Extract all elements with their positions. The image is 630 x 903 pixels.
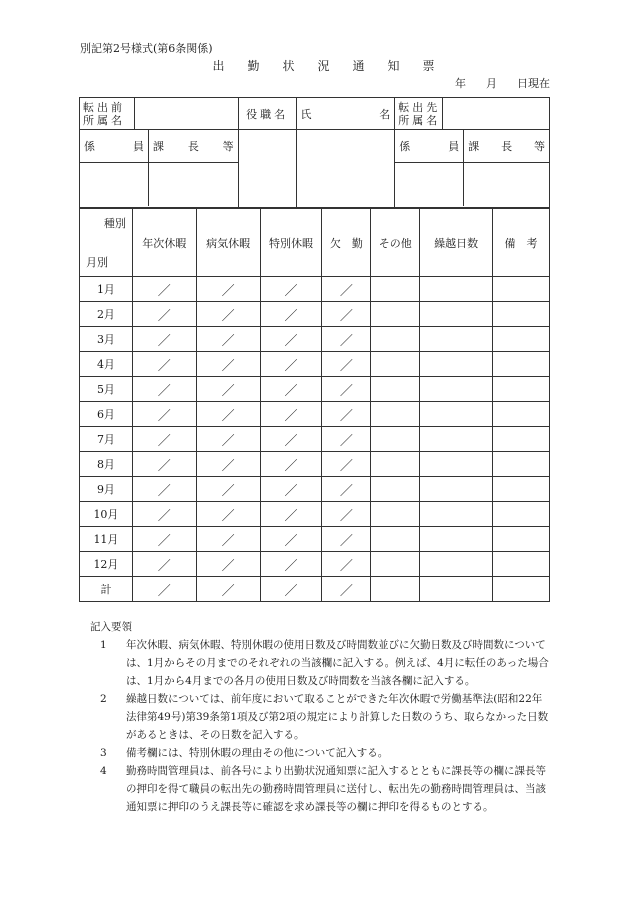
slash-cell[interactable] <box>132 377 196 402</box>
slash-cell[interactable] <box>322 302 371 327</box>
notes-heading: 記入要領 <box>90 621 132 633</box>
slash-cell[interactable] <box>196 427 260 452</box>
slash-mark: ／ <box>221 458 235 474</box>
entry-cell[interactable] <box>493 577 550 602</box>
table-row <box>80 527 550 552</box>
month-cell: 5月 <box>80 377 133 402</box>
note-number: 1 <box>100 639 107 651</box>
slash-cell[interactable] <box>196 552 260 577</box>
slash-mark: ／ <box>339 408 353 424</box>
slash-mark: ／ <box>221 408 235 424</box>
col-absence: 欠 勤 <box>322 209 371 277</box>
slash-mark: ／ <box>157 333 171 349</box>
note-text: 年次休暇、病気休暇、特別休暇の使用日数及び時間数並びに欠勤日数及び時間数については、1月からその月までのそれぞれの当該欄に記入する。例えば、4月に転任のあった場合は、1月から4月までの各月の使用日数及び時間数を当該各欄に記入する。 <box>126 639 549 687</box>
slash-cell[interactable] <box>322 452 371 477</box>
slash-cell[interactable] <box>260 377 322 402</box>
entry-cell[interactable] <box>493 352 550 377</box>
entry-cell[interactable] <box>371 352 420 377</box>
slash-mark: ／ <box>221 483 235 499</box>
note-text: 繰越日数については、前年度において取ることができた年次休暇で労働基準法(昭和22年法律第49号)第39条第1項及び第2項の規定により計算した日数のうち、取らなかった日数があるときは、その日数を記入する。 <box>126 693 549 741</box>
prev-approval-box <box>80 130 239 208</box>
slash-cell[interactable] <box>196 502 260 527</box>
slash-mark: ／ <box>221 383 235 399</box>
col-annual-leave: 年次休暇 <box>132 209 196 277</box>
col-carryover-days: 繰越日数 <box>420 209 493 277</box>
table-row <box>80 277 550 302</box>
position-label: 役職名 <box>238 98 296 130</box>
entry-cell[interactable] <box>371 527 420 552</box>
kind-label: 種別 <box>103 217 126 230</box>
kind-month-header <box>80 209 133 277</box>
dest-approval-grid <box>395 130 549 206</box>
table-row <box>80 452 550 477</box>
prev-clerk-seal[interactable] <box>80 162 149 206</box>
dest-clerk-label: 係 員 <box>395 130 464 162</box>
notes-section <box>90 618 550 816</box>
slash-mark: ／ <box>284 308 298 324</box>
slash-mark: ／ <box>284 283 298 299</box>
slash-cell[interactable] <box>132 527 196 552</box>
month-cell: 2月 <box>80 302 133 327</box>
slash-mark: ／ <box>284 558 298 574</box>
entry-cell[interactable] <box>493 277 550 302</box>
slash-mark: ／ <box>221 308 235 324</box>
month-cell: 10月 <box>80 502 133 527</box>
entry-cell[interactable] <box>420 502 493 527</box>
slash-cell[interactable] <box>260 552 322 577</box>
slash-cell[interactable] <box>322 352 371 377</box>
slash-mark: ／ <box>339 383 353 399</box>
entry-cell[interactable] <box>420 352 493 377</box>
col-special-leave: 特別休暇 <box>260 209 322 277</box>
entry-cell[interactable] <box>493 427 550 452</box>
slash-mark: ／ <box>339 533 353 549</box>
entry-cell[interactable] <box>371 427 420 452</box>
slash-cell[interactable] <box>132 552 196 577</box>
slash-cell[interactable] <box>196 452 260 477</box>
slash-mark: ／ <box>284 483 298 499</box>
entry-cell[interactable] <box>371 452 420 477</box>
slash-mark: ／ <box>157 358 171 374</box>
month-cell: 9月 <box>80 477 133 502</box>
slash-mark: ／ <box>339 358 353 374</box>
slash-mark: ／ <box>157 408 171 424</box>
slash-cell[interactable] <box>322 502 371 527</box>
month-cell: 1月 <box>80 277 133 302</box>
dest-affiliation-label: 転出先所属名 <box>395 98 443 130</box>
slash-mark: ／ <box>157 558 171 574</box>
slash-mark: ／ <box>221 433 235 449</box>
slash-mark: ／ <box>284 533 298 549</box>
slash-mark: ／ <box>284 508 298 524</box>
notes-list <box>90 636 550 816</box>
slash-mark: ／ <box>157 433 171 449</box>
slash-mark: ／ <box>221 283 235 299</box>
slash-cell[interactable] <box>196 477 260 502</box>
entry-cell[interactable] <box>493 377 550 402</box>
month-cell: 11月 <box>80 527 133 552</box>
entry-cell[interactable] <box>420 277 493 302</box>
note-item <box>90 636 550 690</box>
slash-cell[interactable] <box>260 527 322 552</box>
entry-cell[interactable] <box>371 477 420 502</box>
slash-cell[interactable] <box>196 352 260 377</box>
attendance-table <box>79 208 550 602</box>
slash-mark: ／ <box>157 283 171 299</box>
slash-cell[interactable] <box>322 377 371 402</box>
entry-cell[interactable] <box>371 577 420 602</box>
date-month: 月 <box>486 77 497 90</box>
slash-cell[interactable] <box>322 552 371 577</box>
slash-mark: ／ <box>221 533 235 549</box>
month-cell: 計 <box>80 577 133 602</box>
slash-cell[interactable] <box>260 477 322 502</box>
entry-cell[interactable] <box>371 302 420 327</box>
entry-cell[interactable] <box>493 327 550 352</box>
slash-mark: ／ <box>339 308 353 324</box>
slash-mark: ／ <box>157 458 171 474</box>
slash-mark: ／ <box>339 508 353 524</box>
slash-cell[interactable] <box>322 427 371 452</box>
slash-cell[interactable] <box>132 502 196 527</box>
month-cell: 12月 <box>80 552 133 577</box>
slash-cell[interactable] <box>132 277 196 302</box>
slash-mark: ／ <box>339 333 353 349</box>
entry-cell[interactable] <box>420 527 493 552</box>
col-remarks: 備 考 <box>493 209 550 277</box>
note-text: 備考欄には、特別休暇の理由その他について記入する。 <box>126 747 389 759</box>
table-row <box>80 552 550 577</box>
table-row <box>80 502 550 527</box>
slash-cell[interactable] <box>322 477 371 502</box>
table-row <box>80 477 550 502</box>
date-year: 年 <box>455 77 466 90</box>
entry-cell[interactable] <box>371 277 420 302</box>
slash-mark: ／ <box>339 583 353 599</box>
slash-mark: ／ <box>284 433 298 449</box>
slash-cell[interactable] <box>260 402 322 427</box>
slash-cell[interactable] <box>132 427 196 452</box>
slash-mark: ／ <box>339 283 353 299</box>
entry-cell[interactable] <box>493 402 550 427</box>
entry-cell[interactable] <box>371 377 420 402</box>
slash-mark: ／ <box>284 583 298 599</box>
month-cell: 8月 <box>80 452 133 477</box>
slash-cell[interactable] <box>196 527 260 552</box>
slash-mark: ／ <box>284 333 298 349</box>
table-row <box>80 577 550 602</box>
prev-chief-label: 課 長 等 <box>149 130 238 162</box>
slash-cell[interactable] <box>260 352 322 377</box>
month-cell: 4月 <box>80 352 133 377</box>
slash-cell[interactable] <box>260 277 322 302</box>
slash-cell[interactable] <box>132 452 196 477</box>
entry-cell[interactable] <box>371 402 420 427</box>
slash-mark: ／ <box>221 583 235 599</box>
slash-mark: ／ <box>339 458 353 474</box>
col-sick-leave: 病気休暇 <box>196 209 260 277</box>
slash-cell[interactable] <box>196 402 260 427</box>
slash-cell[interactable] <box>132 327 196 352</box>
prev-chief-seal[interactable] <box>149 162 238 206</box>
month-label: 月別 <box>86 256 108 269</box>
entry-cell[interactable] <box>420 327 493 352</box>
slash-mark: ／ <box>339 433 353 449</box>
slash-cell[interactable] <box>196 577 260 602</box>
note-item <box>90 690 550 744</box>
col-other: その他 <box>371 209 420 277</box>
slash-cell[interactable] <box>260 502 322 527</box>
slash-mark: ／ <box>157 383 171 399</box>
month-cell: 6月 <box>80 402 133 427</box>
slash-cell[interactable] <box>322 527 371 552</box>
slash-mark: ／ <box>221 333 235 349</box>
table-row <box>80 302 550 327</box>
dest-affiliation-field[interactable] <box>443 98 550 130</box>
slash-cell[interactable] <box>322 577 371 602</box>
dest-chief-seal[interactable] <box>464 162 549 206</box>
entry-cell[interactable] <box>420 427 493 452</box>
slash-mark: ／ <box>221 358 235 374</box>
name-label: 氏 名 <box>296 98 395 130</box>
entry-cell[interactable] <box>420 552 493 577</box>
slash-mark: ／ <box>339 483 353 499</box>
slash-cell[interactable] <box>260 452 322 477</box>
slash-cell[interactable] <box>260 327 322 352</box>
prev-affiliation-field[interactable] <box>134 98 238 130</box>
slash-mark: ／ <box>221 558 235 574</box>
slash-mark: ／ <box>157 308 171 324</box>
entry-cell[interactable] <box>493 452 550 477</box>
slash-cell[interactable] <box>132 352 196 377</box>
entry-cell[interactable] <box>371 502 420 527</box>
slash-cell[interactable] <box>196 377 260 402</box>
table-row <box>80 377 550 402</box>
slash-cell[interactable] <box>132 402 196 427</box>
document-title: 出勤状況通知票 <box>212 59 458 73</box>
note-text: 勤務時間管理員は、前各号により出勤状況通知票に記入するとともに課長等の欄に課長等の押印を得て職員の転出先の勤務時間管理員に送付し、転出先の勤務時間管理員は、当該通知票に押印のうえ課長等に確認を求め課長等の欄に押印を得るものとする。 <box>126 765 546 813</box>
form-label: 別記第2号様式(第6条関係) <box>80 42 213 55</box>
table-row <box>80 427 550 452</box>
entry-cell[interactable] <box>420 577 493 602</box>
entry-cell[interactable] <box>420 452 493 477</box>
dest-clerk-seal[interactable] <box>395 162 464 206</box>
entry-cell[interactable] <box>493 502 550 527</box>
table-row <box>80 352 550 377</box>
slash-cell[interactable] <box>260 302 322 327</box>
table-row <box>80 402 550 427</box>
entry-cell[interactable] <box>371 327 420 352</box>
entry-cell[interactable] <box>420 402 493 427</box>
header-table <box>79 97 550 208</box>
entry-cell[interactable] <box>420 477 493 502</box>
slash-cell[interactable] <box>260 427 322 452</box>
entry-cell[interactable] <box>371 552 420 577</box>
slash-mark: ／ <box>221 508 235 524</box>
prev-affiliation-label: 転出前所属名 <box>80 98 135 130</box>
slash-cell[interactable] <box>322 402 371 427</box>
dest-approval-box <box>395 130 550 208</box>
position-field[interactable] <box>238 130 296 208</box>
table-row <box>80 327 550 352</box>
slash-cell[interactable] <box>132 302 196 327</box>
note-item <box>90 762 550 816</box>
entry-cell[interactable] <box>493 552 550 577</box>
note-item <box>90 744 550 762</box>
slash-mark: ／ <box>157 533 171 549</box>
dest-chief-label: 課 長 等 <box>464 130 549 162</box>
note-number: 4 <box>100 765 107 777</box>
slash-cell[interactable] <box>260 577 322 602</box>
slash-cell[interactable] <box>322 327 371 352</box>
slash-cell[interactable] <box>322 277 371 302</box>
slash-cell[interactable] <box>196 302 260 327</box>
entry-cell[interactable] <box>493 477 550 502</box>
slash-mark: ／ <box>284 383 298 399</box>
slash-mark: ／ <box>284 358 298 374</box>
slash-mark: ／ <box>157 583 171 599</box>
entry-cell[interactable] <box>420 377 493 402</box>
slash-cell[interactable] <box>132 477 196 502</box>
entry-cell[interactable] <box>493 527 550 552</box>
slash-cell[interactable] <box>132 577 196 602</box>
prev-approval-grid <box>80 130 238 206</box>
slash-mark: ／ <box>284 458 298 474</box>
slash-cell[interactable] <box>196 327 260 352</box>
month-cell: 3月 <box>80 327 133 352</box>
slash-mark: ／ <box>157 483 171 499</box>
entry-cell[interactable] <box>420 302 493 327</box>
note-number: 2 <box>100 693 107 705</box>
name-field[interactable] <box>296 130 395 208</box>
entry-cell[interactable] <box>493 302 550 327</box>
note-number: 3 <box>100 747 107 759</box>
prev-clerk-label: 係 員 <box>80 130 149 162</box>
month-cell: 7月 <box>80 427 133 452</box>
slash-mark: ／ <box>157 508 171 524</box>
date-line <box>455 75 550 91</box>
slash-mark: ／ <box>284 408 298 424</box>
slash-cell[interactable] <box>196 277 260 302</box>
date-day: 日現在 <box>517 77 550 90</box>
slash-mark: ／ <box>339 558 353 574</box>
